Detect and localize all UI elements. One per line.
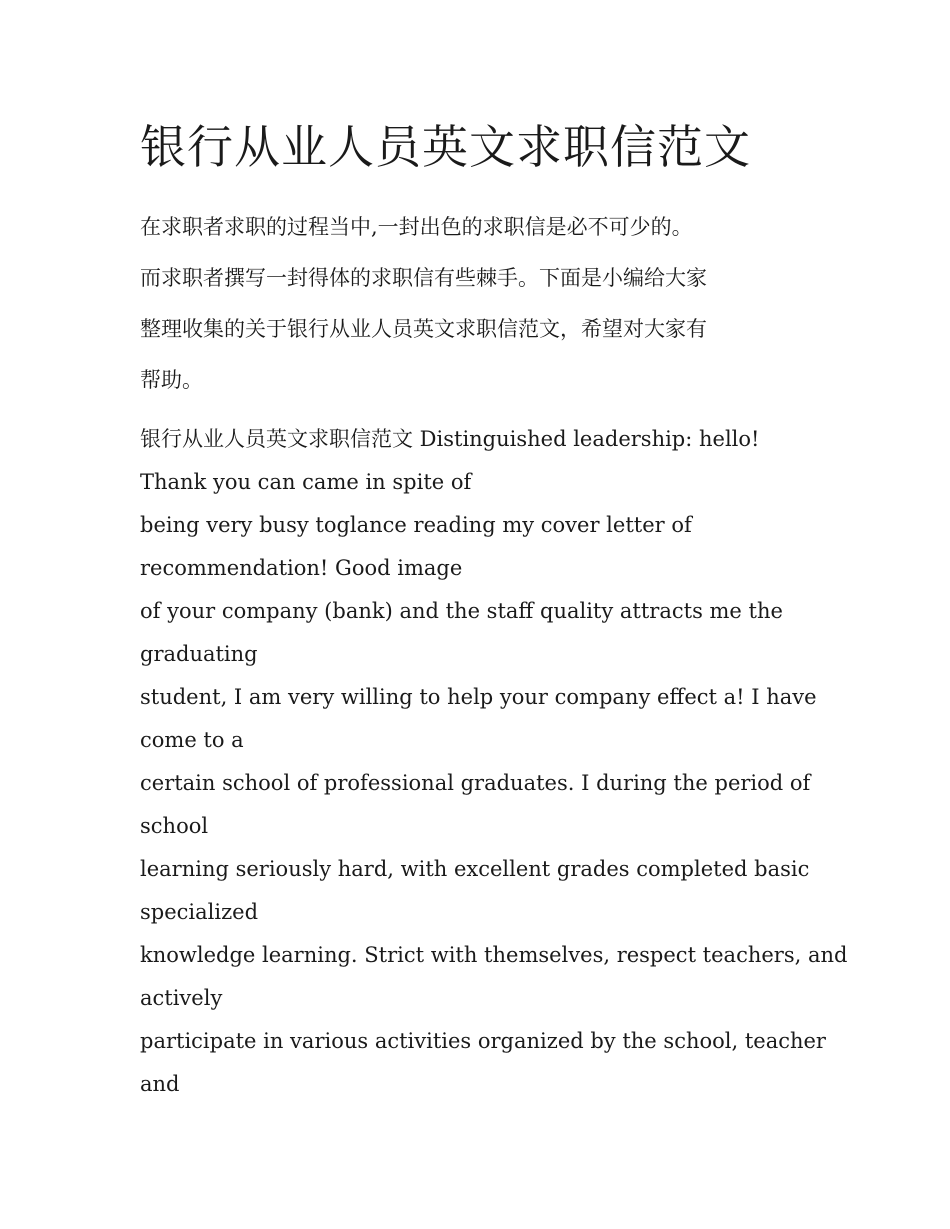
body-line: learning seriously hard, with excellent grades completed basic [140,857,810,881]
intro-line: 帮助。 [140,368,203,392]
body-line: recommendation! Good image [140,556,463,580]
body-line: specialized [140,900,259,924]
body-line: actively [140,986,223,1010]
body-line: graduating [140,642,258,666]
body-line: participate in various activities organized by the school, teacher [140,1029,826,1053]
body-line: and [140,1072,180,1096]
document-page [140,112,848,1106]
document-title: 银行从业人员英文求职信范文 [140,120,751,174]
intro-paragraph [140,202,820,406]
intro-line: 整理收集的关于银行从业人员英文求职信范文，希望对大家有 [140,317,707,341]
intro-line: 而求职者撰写一封得体的求职信有些棘手。下面是小编给大家 [140,266,707,290]
body-line: being very busy toglance reading my cover letter of [140,513,692,537]
intro-line: 在求职者求职的过程当中,一封出色的求职信是必不可少的。 [140,215,693,239]
body-line: certain school of professional graduates. I during the period of [140,771,811,795]
body-line: Thank you can came in spite of [140,470,472,494]
body-line: student, I am very willing to help your company effect a! I have [140,685,817,709]
body-line: school [140,814,209,838]
body-line: of your company (bank) and the staff quality attracts me the [140,599,783,623]
body-line: knowledge learning. Strict with themselves, respect teachers, and [140,943,848,967]
letter-body [140,418,848,1106]
body-line: 银行从业人员英文求职信范文 Distinguished leadership: hello! [140,427,760,451]
body-line: come to a [140,728,244,752]
